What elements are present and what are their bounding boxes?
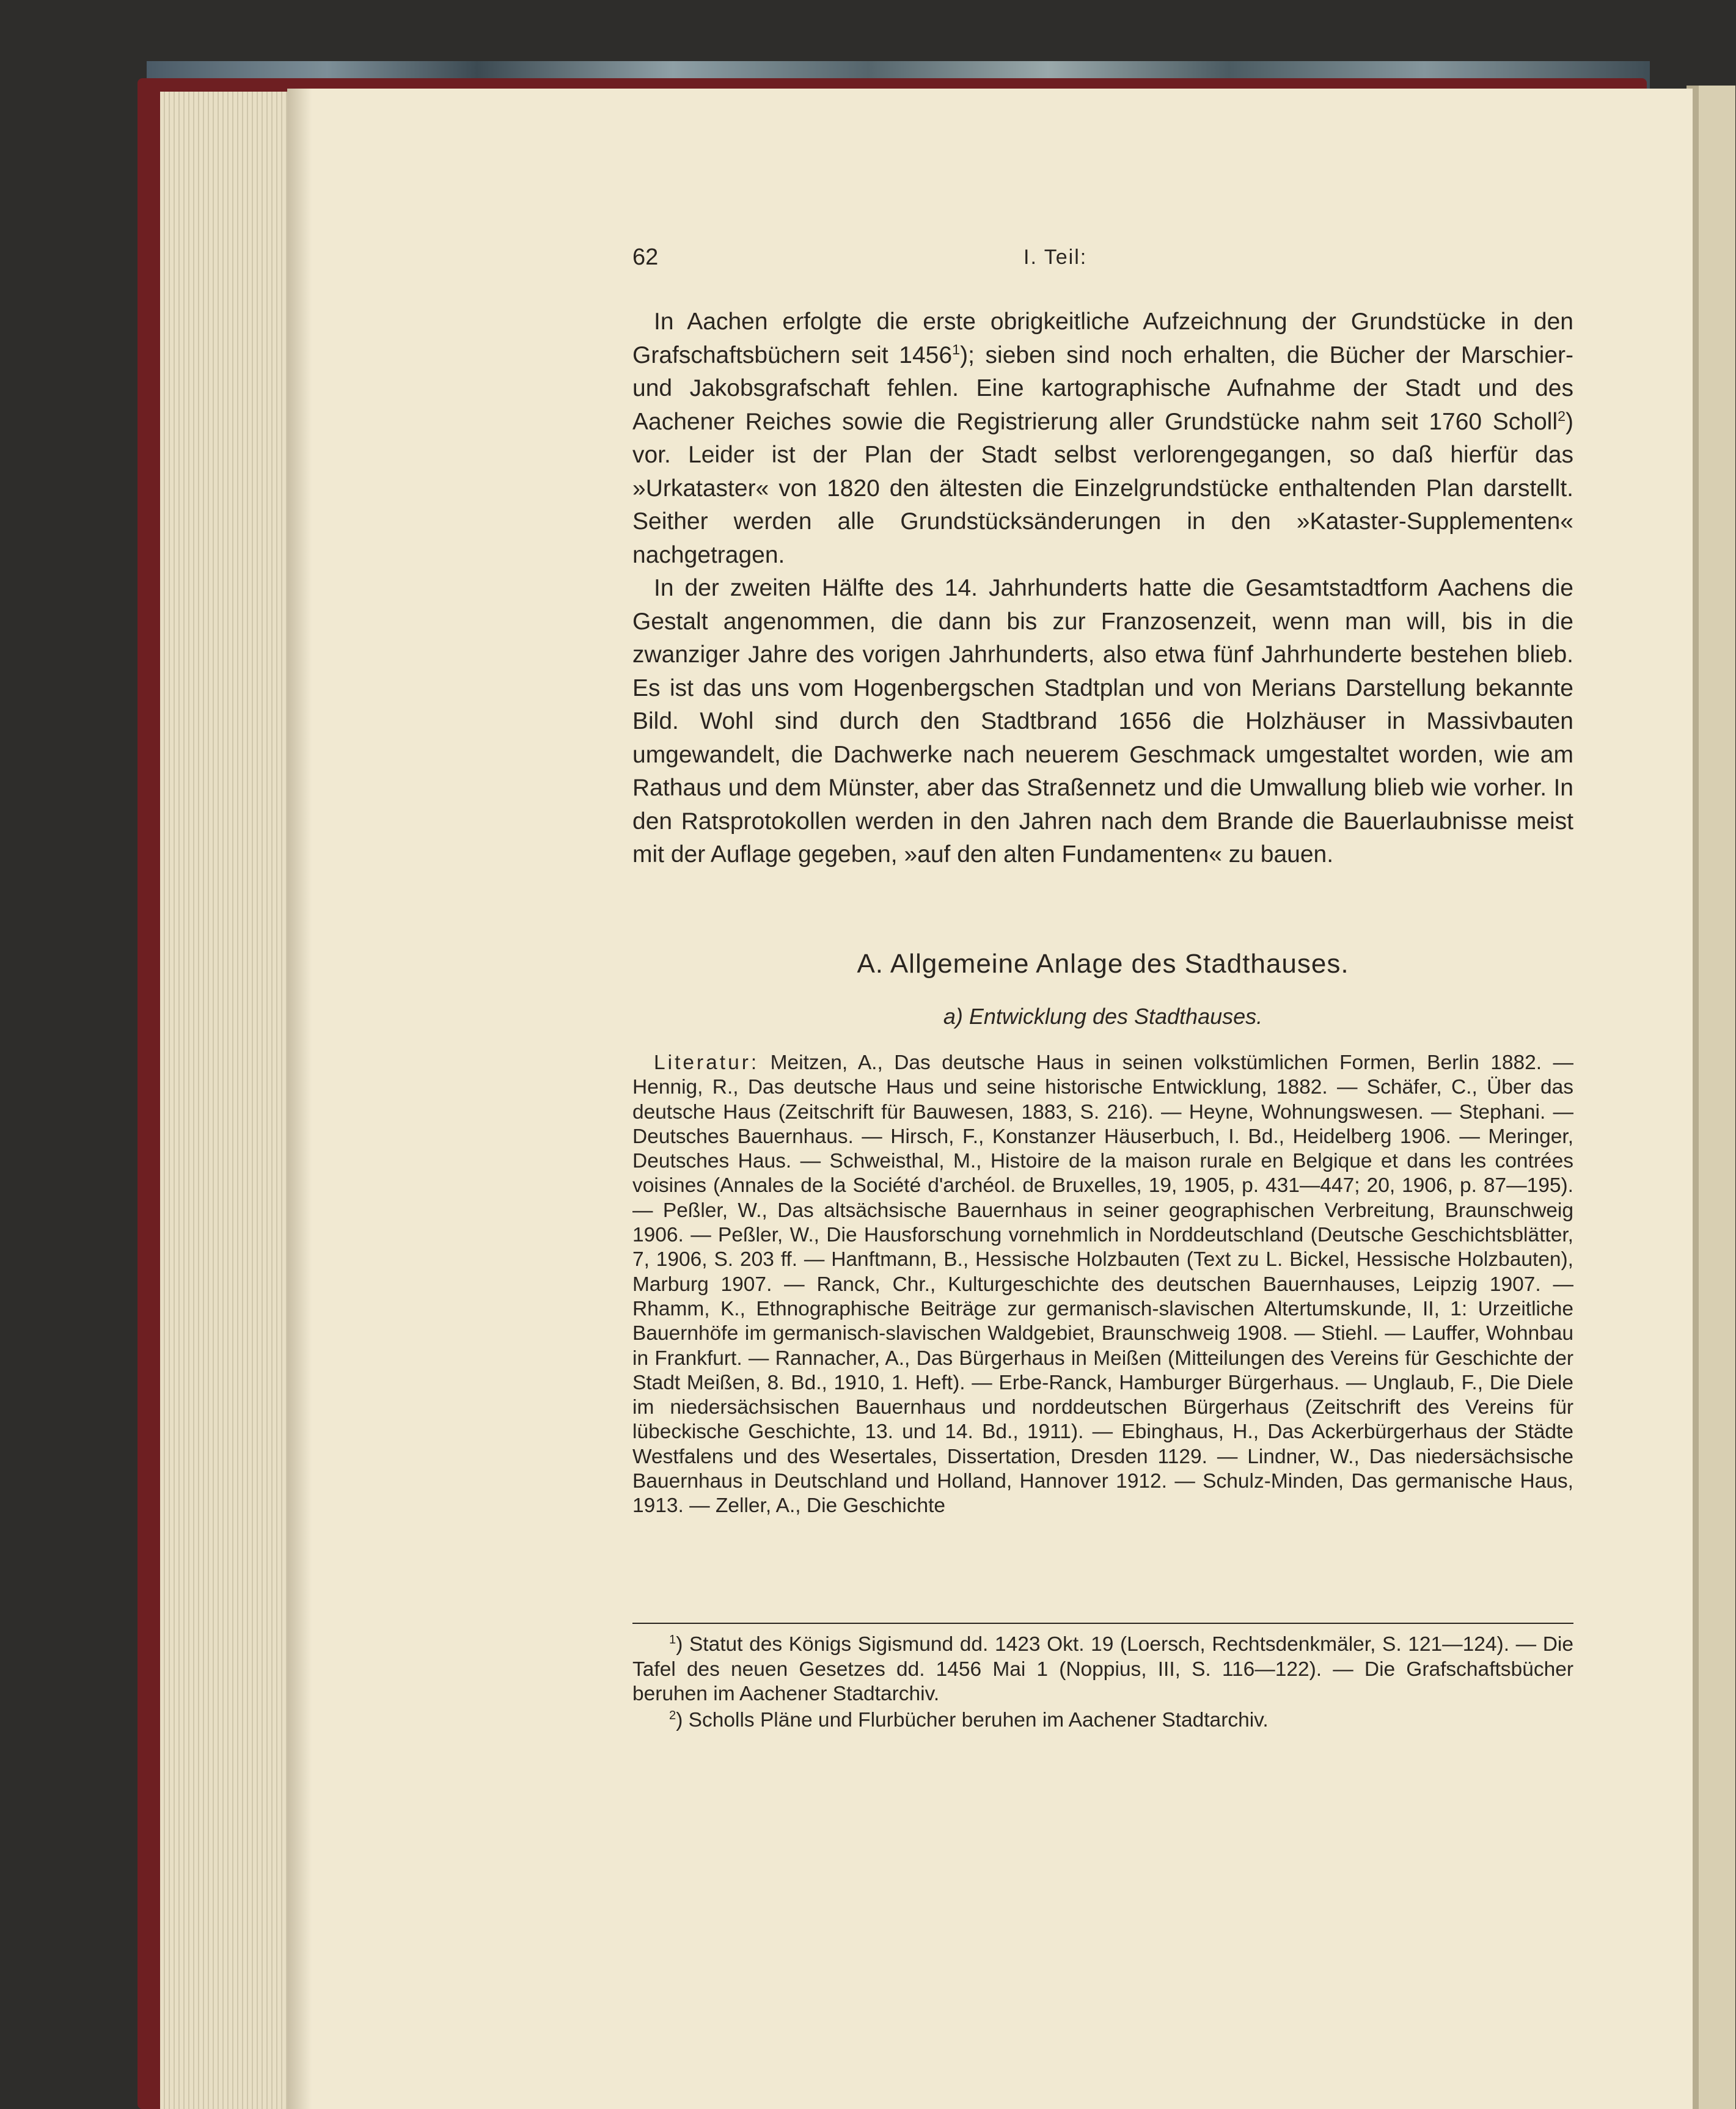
page-shadow [287,89,312,2109]
footnote-1 [632,1632,1573,1707]
paragraph-1-part-a: In Aachen erfolgte die erste obrigkeitliche Aufzeichnung der Grundstücke in den Grafschaftsbüchern seit 1456 [632,309,1573,368]
page-stack-edges [160,92,288,2109]
footnote-ref-2: 2 [1557,408,1566,424]
paragraph-1 [632,305,1573,572]
literature-label: Literatur: [654,1051,760,1074]
footnote-2 [632,1708,1573,1733]
page-number: 62 [632,244,659,270]
footnote-1-text: ) Statut des Königs Sigismund dd. 1423 Okt. 19 (Loersch, Rechtsdenkmäler, S. 121—124). — Die Tafel des neuen Gesetzes dd. 1456 Mai 1 (Noppius, III, S. 116—122). — Die Grafschaftsbücher beruhen im Aachener Stadtarchiv. [632,1633,1573,1705]
footnotes [632,1632,1573,1734]
paragraph-2: In der zweiten Hälfte des 14. Jahrhunderts hatte die Gesamtstadtform Aachens die Gestalt angenommen, die dann bis zur Franzosenzeit, wenn man will, bis in die zwanziger Jahre des vorigen Jahrhunderts, also etwa fünf Jahrhunderte bestehen blieb. Es ist das uns vom Hogenbergschen Stadtplan und von Merians Darstellung bekannte Bild. Wohl sind durch den Stadtbrand 1656 die Holzhäuser in Massivbauten umgewandelt, die Dachwerke nach neuerem Geschmack umgestaltet worden, wie am Rathaus und dem Münster, aber das Straßennetz und die Umwallung blieb wie vorher. In den Ratsprotokollen werden in den Jahren nach dem Brande die Bauerlaubnisse meist mit der Auflage gegeben, »auf den alten Fundamenten« zu bauen. [632,575,1573,868]
footnote-2-text: ) Scholls Pläne und Flurbücher beruhen im Aachener Stadtarchiv. [676,1708,1269,1731]
section-title: A. Allgemeine Anlage des Stadthauses. [857,949,1349,979]
paragraph-1-part-b: ); sieben sind noch erhalten, die Bücher der Marschier- und Jakobsgrafschaft fehlen. Eine kartographische Aufnahme der Stadt und des Aachener Reiches sowie die Registrierung aller Grundstücke nahm seit 1760 Scholl [632,342,1574,435]
literature-list [632,1051,1573,1519]
paragraph-1-part-c: ) vor. Leider ist der Plan der Stadt selbst verlorengegangen, so daß hierfür das »Urkataster« von 1820 den ältesten die Einzelgrundstücke enthaltenden Plan darstellt. Seither werden alle Grundstücksänderungen in den »Kataster-Supplementen« nachgetragen. [632,408,1573,568]
literature-text: Meitzen, A., Das deutsche Haus in seinen volkstümlichen Formen, Berlin 1882. — Hennig, R., Das deutsche Haus und seine historische Entwicklung, 1882. — Schäfer, C., Über das deutsche Haus (Zeitschrift für Bauwesen, 1883, S. 216). — Heyne, Wohnungswesen. — Stephani. — Deutsches Bauernhaus. — Hirsch, F., Konstanzer Häuserbuch, I. Bd., Heidelberg 1906. — Meringer, Deutsches Haus. — Schweisthal, M., Histoire de la maison rurale en Belgique et dans les contrées voisines (Annales de la Société d'archéol. de Bruxelles, 19, 1905, p. 431—447; 20, 1906, p. 87—195). — Peßler, W., Das altsächsische Bauernhaus in seiner geographischen Verbreitung, Braunschweig 1906. — Peßler, W., Die Hausforschung vornehmlich in Norddeutschland (Deutsche Geschichtsblätter, 7, 1906, S. 203 ff. — Hanftmann, B., Hessische Holzbauten (Text zu L. Bickel, Hessische Holzbauten), Marburg 1907. — Ranck, Chr., Kulturgeschichte des deutschen Bauernhauses, Leipzig 1907. — Rhamm, K., Ethnographische Beiträge zur germanisch-slavischen Altertumskunde, II, 1: Urzeitliche Bauernhöfe im germanisch-slavischen Waldgebiet, Braunschweig 1908. — Stiehl. — Lauffer, Wohnbau in Frankfurt. — Rannacher, A., Das Bürgerhaus in Meißen (Mitteilungen des Vereins für Geschichte der Stadt Meißen, 8. Bd., 1910, 1. Heft). — Erbe-Ranck, Hamburger Bürgerhaus. — Unglaub, F., Die Diele im niedersächsischen Bauernhaus und norddeutschen Bürgerhaus (Zeitschrift des Vereins für lübeckische Geschichte, 13. und 14. Bd., 1911). — Ebinghaus, H., Das Ackerbürgerhaus der Städte Westfalens und des Wesertales, Dissertation, Dresden 1129. — Lindner, W., Das niedersächsische Bauernhaus in Deutschland und Holland, Hannover 1912. — Schulz-Minden, Das germanische Haus, 1913. — Zeller, A., Die Geschichte [632,1051,1573,1518]
page-header [632,244,1573,281]
body-text [632,305,1573,872]
footnote-ref-1: 1 [952,341,961,357]
subsection-title: a) Entwicklung des Stadthauses. [943,1004,1263,1029]
running-head: I. Teil: [1024,246,1088,269]
footnote-mark-1: 1 [669,1632,676,1647]
footnote-mark-2: 2 [669,1708,676,1722]
footnote-divider [632,1623,1573,1624]
